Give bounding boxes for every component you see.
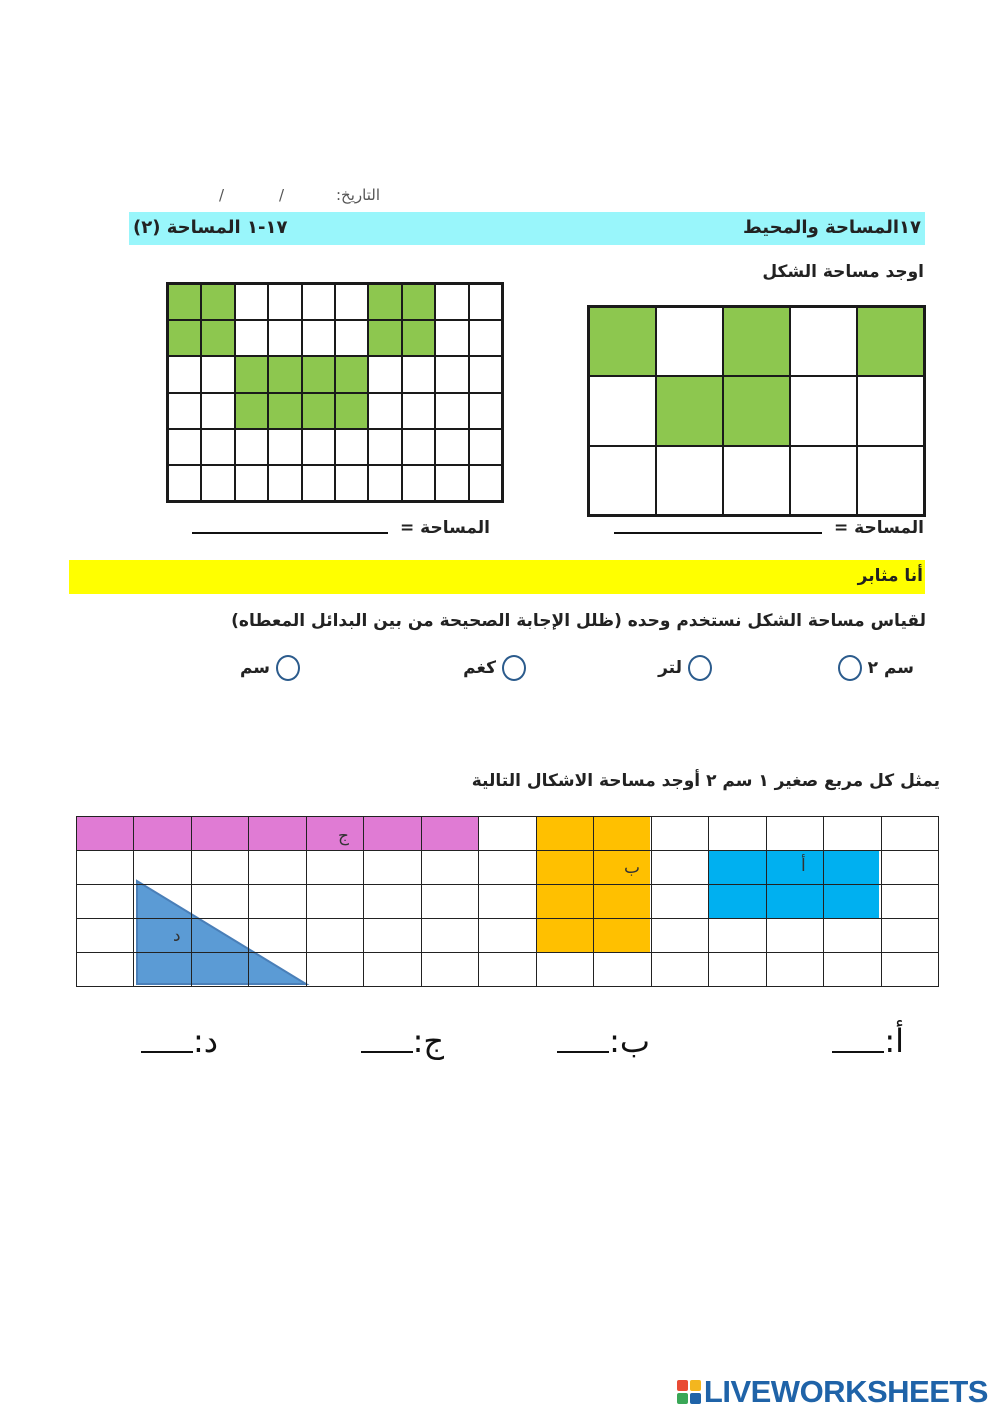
grid-cell [402, 429, 435, 465]
grid-cell [76, 850, 134, 885]
grid-cell [823, 952, 881, 987]
grid-cell [589, 376, 656, 445]
grid-cell [469, 465, 502, 501]
grid-cell [857, 446, 924, 515]
grid-cell [76, 952, 134, 987]
grid-cell [823, 884, 881, 919]
chapter-title: ١٧المساحة والمحيط [743, 217, 921, 238]
grid-cell [881, 884, 939, 919]
grid-cell [766, 884, 824, 919]
grid-cell [651, 884, 709, 919]
grid-cell [790, 307, 857, 376]
logo-block [690, 1393, 701, 1404]
answer-blank[interactable] [614, 522, 822, 534]
shaded-cell [857, 307, 924, 376]
shaded-cell [235, 393, 268, 429]
grid-cell [881, 918, 939, 953]
grid-cell [881, 850, 939, 885]
grid-cell [133, 850, 191, 885]
grid-cell [268, 320, 301, 356]
grid-cell [421, 884, 479, 919]
shaded-cell [335, 393, 368, 429]
area-label: المساحة = [833, 518, 924, 538]
grid-cell [478, 884, 536, 919]
grid-cell [593, 816, 651, 851]
grid-cell [478, 952, 536, 987]
grid-cell [201, 393, 234, 429]
shapes-grid [76, 816, 938, 986]
grid-cell [201, 465, 234, 501]
grid-cell [435, 320, 468, 356]
grid-cell [766, 850, 824, 885]
shaded-cell [368, 284, 401, 320]
grid-cell [191, 918, 249, 953]
shaded-cell [201, 320, 234, 356]
logo-block [677, 1393, 688, 1404]
grid-cell [708, 918, 766, 953]
grid-cell [248, 884, 306, 919]
shaded-cell [302, 356, 335, 392]
grid-cell [536, 884, 594, 919]
grid-cell [235, 465, 268, 501]
grid-cell [335, 284, 368, 320]
answer-blank[interactable] [557, 1033, 609, 1053]
grid-cell [536, 952, 594, 987]
grid-cell [335, 465, 368, 501]
shape-c-label: ج [338, 826, 349, 846]
area-grid-a [587, 305, 926, 517]
date-separator: / [278, 186, 284, 204]
grid-cell [76, 918, 134, 953]
grid-cell [593, 918, 651, 953]
shaded-cell [235, 356, 268, 392]
grid-cell [235, 429, 268, 465]
grid-cell [248, 952, 306, 987]
shaded-cell [268, 356, 301, 392]
grid-cell [363, 884, 421, 919]
shaded-cell [402, 320, 435, 356]
radio-button[interactable] [276, 655, 300, 681]
grid-cell [268, 429, 301, 465]
radio-button[interactable] [838, 655, 862, 681]
option-label: سم [239, 658, 270, 678]
answer-label: ب: [609, 1022, 650, 1060]
grid-cell [191, 884, 249, 919]
grid-cell [469, 393, 502, 429]
grid-cell [435, 465, 468, 501]
answer-c [361, 1022, 444, 1060]
shaded-cell [201, 284, 234, 320]
grid-cell [435, 429, 468, 465]
answer-label: د: [192, 1022, 218, 1060]
grid-cell [268, 284, 301, 320]
grid-cell [306, 952, 364, 987]
grid-cell [435, 356, 468, 392]
grid-cell [363, 850, 421, 885]
question-unit: لقياس مساحة الشكل نستخدم وحده (ظلل الإجابة الصحيحة من بين البدائل المعطاه) [231, 611, 926, 631]
grid-cell [302, 429, 335, 465]
grid-cell [363, 918, 421, 953]
grid-cell [766, 816, 824, 851]
shaded-cell [723, 376, 790, 445]
grid-cell [435, 284, 468, 320]
grid-cell [708, 850, 766, 885]
question-find-area: اوجد مساحة الشكل [762, 262, 924, 282]
grid-cell [368, 465, 401, 501]
liveworksheets-logo[interactable] [677, 1374, 988, 1410]
grid-cell [766, 918, 824, 953]
option-liter[interactable] [658, 652, 712, 684]
grid-cell [708, 816, 766, 851]
grid-cell [306, 884, 364, 919]
grid-cell [469, 356, 502, 392]
grid-cell [302, 465, 335, 501]
answer-label: ج: [412, 1022, 444, 1060]
answer-blank[interactable] [141, 1033, 193, 1053]
grid-cell [536, 850, 594, 885]
grid-cell [536, 918, 594, 953]
grid-cell [302, 320, 335, 356]
grid-cell [248, 816, 306, 851]
grid-cell [651, 850, 709, 885]
grid-cell [168, 465, 201, 501]
shaded-cell [302, 393, 335, 429]
grid-cell [469, 320, 502, 356]
grid-cell [708, 952, 766, 987]
grid-cell [823, 918, 881, 953]
grid-cell [201, 356, 234, 392]
grid-cell [248, 850, 306, 885]
grid-cell [191, 816, 249, 851]
grid-cell [76, 884, 134, 919]
grid-cell [133, 952, 191, 987]
shaded-cell [335, 356, 368, 392]
lesson-title: ١٧-١ المساحة (٢) [133, 217, 288, 238]
grid-cell [306, 918, 364, 953]
answer-d [141, 1022, 218, 1060]
grid-cell [478, 918, 536, 953]
grid-cell [651, 952, 709, 987]
option-label: لتر [658, 658, 682, 678]
grid-cell [268, 465, 301, 501]
area-answer-b [192, 518, 490, 538]
radio-button[interactable] [502, 655, 526, 681]
grid-cell [363, 952, 421, 987]
grid-cell [421, 816, 479, 851]
grid-cell [133, 884, 191, 919]
shape-d-label: د [173, 926, 181, 946]
grid-cell [469, 284, 502, 320]
option-cm2[interactable] [838, 652, 914, 684]
answer-blank[interactable] [361, 1033, 413, 1053]
grid-cell [881, 816, 939, 851]
shaded-cell [168, 320, 201, 356]
grid-cell [306, 850, 364, 885]
answer-blank[interactable] [192, 522, 388, 534]
grid-cell [306, 816, 364, 851]
grid-cell [235, 320, 268, 356]
grid-cell [191, 952, 249, 987]
grid-cell [881, 952, 939, 987]
grid-cell [435, 393, 468, 429]
grid-cell [421, 952, 479, 987]
grid-cell [368, 429, 401, 465]
grid-cell [478, 850, 536, 885]
grid-cell [368, 356, 401, 392]
option-cm[interactable] [240, 652, 300, 684]
grid-cell [402, 393, 435, 429]
grid-cell [823, 816, 881, 851]
grid-cell [857, 376, 924, 445]
area-label: المساحة = [399, 518, 490, 538]
grid-cell [469, 429, 502, 465]
grid-cell [191, 850, 249, 885]
option-label: سم ٢ [867, 658, 914, 678]
logo-mark-icon [677, 1380, 701, 1404]
grid-cell [651, 918, 709, 953]
grid-cell [248, 918, 306, 953]
grid-cell [421, 918, 479, 953]
shaded-cell [368, 320, 401, 356]
grid-cell [790, 446, 857, 515]
shaded-cell [656, 376, 723, 445]
grid-cell [656, 446, 723, 515]
grid-cell [723, 446, 790, 515]
grid-cell [168, 429, 201, 465]
grid-cell [76, 816, 134, 851]
grid-cell [823, 850, 881, 885]
shape-a-label: أ [801, 856, 806, 876]
option-kg[interactable] [463, 652, 526, 684]
logo-block [677, 1380, 688, 1391]
title-banner [129, 212, 925, 245]
banner-text: أنا مثابر [857, 566, 923, 586]
grid-cell [651, 816, 709, 851]
grid-cell [593, 850, 651, 885]
grid-cell [168, 393, 201, 429]
grid-cell [402, 465, 435, 501]
area-answer-a [614, 518, 924, 538]
area-grid-b [166, 282, 504, 503]
shaded-cell [402, 284, 435, 320]
grid-cell [363, 816, 421, 851]
answer-label: أ: [884, 1022, 904, 1060]
grid-cell [708, 884, 766, 919]
shaded-cell [168, 284, 201, 320]
grid-cell [593, 952, 651, 987]
shape-b-label: ب [624, 858, 641, 878]
grid-cell [536, 816, 594, 851]
date-label: التاريخ: [336, 186, 380, 204]
grid-cell [421, 850, 479, 885]
grid-cell [478, 816, 536, 851]
option-label: كغم [463, 658, 496, 678]
grid-cell [302, 284, 335, 320]
answer-a [832, 1022, 904, 1060]
answer-b [557, 1022, 650, 1060]
grid-cell [335, 320, 368, 356]
grid-cell [589, 446, 656, 515]
question-shapes-area: يمثل كل مربع صغير ١ سم ٢ أوجد مساحة الاشكال التالية [471, 771, 940, 791]
grid-cell [766, 952, 824, 987]
answer-blank[interactable] [832, 1033, 884, 1053]
grid-cell [235, 284, 268, 320]
grid-cell [402, 356, 435, 392]
radio-button[interactable] [688, 655, 712, 681]
grid-cell [168, 356, 201, 392]
logo-block [690, 1380, 701, 1391]
persistence-banner [69, 560, 925, 594]
shaded-cell [723, 307, 790, 376]
grid-cell [790, 376, 857, 445]
shaded-cell [268, 393, 301, 429]
grid-cell [335, 429, 368, 465]
brand-name: LIVEWORKSHEETS [703, 1374, 988, 1409]
grid-cell [593, 884, 651, 919]
grid-cell [133, 816, 191, 851]
grid-cell [201, 429, 234, 465]
grid-cell [368, 393, 401, 429]
date-separator: / [218, 186, 224, 204]
grid-cell [133, 918, 191, 953]
grid-cell [656, 307, 723, 376]
shaded-cell [589, 307, 656, 376]
date-field [210, 186, 390, 208]
